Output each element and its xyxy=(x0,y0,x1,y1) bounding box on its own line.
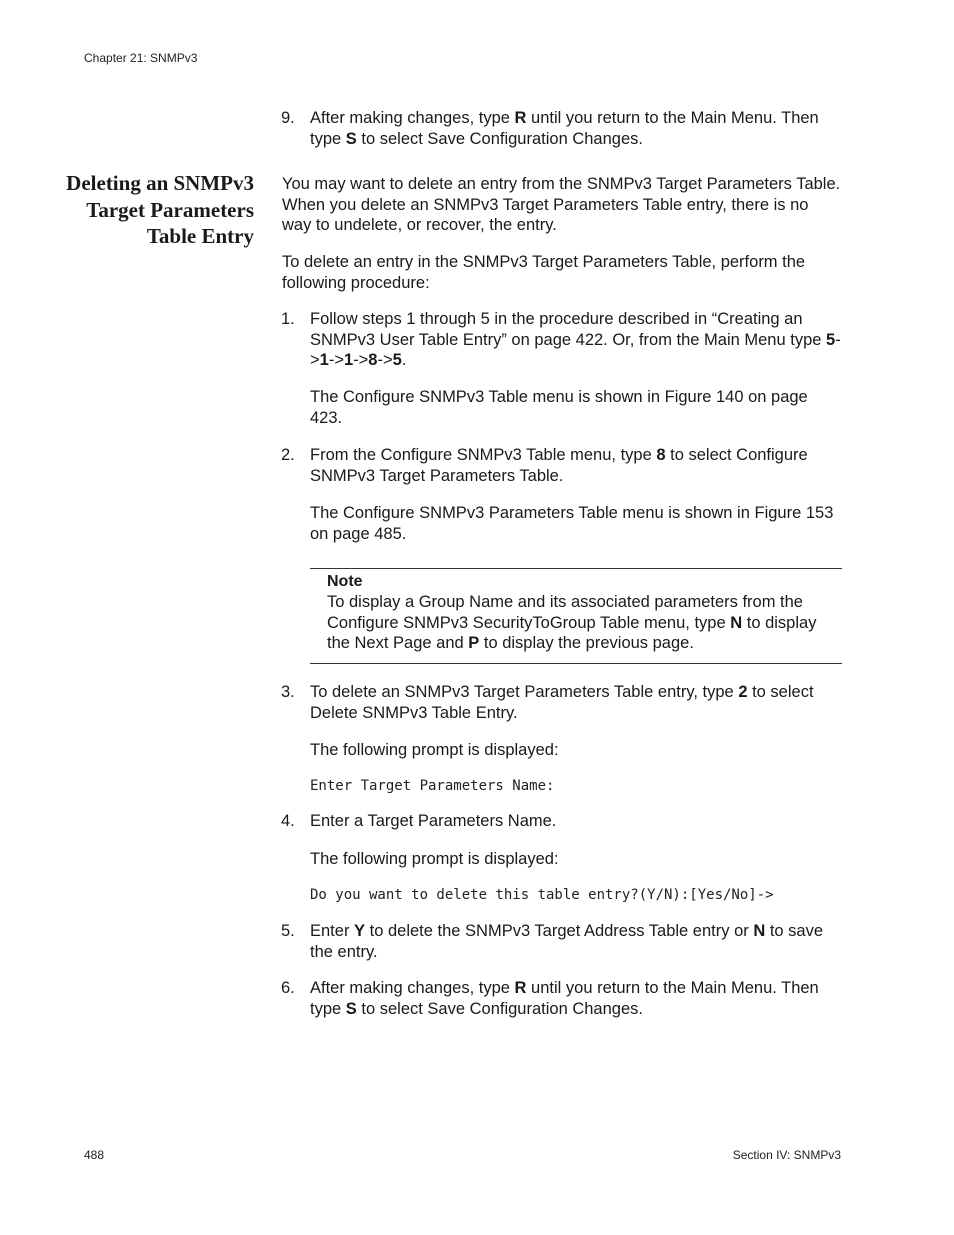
intro-paragraph-2: To delete an entry in the SNMPv3 Target Parameters Table, perform the following procedure: xyxy=(282,253,806,292)
step-4-subtext: The following prompt is displayed: xyxy=(310,850,559,868)
note-text: To display a Group Name and its associated parameters from the Configure SNMPv3 SecurityToGroup Table menu, type N to display the Next Page and P to display the previous page. xyxy=(327,593,817,652)
step-6-text: After making changes, type R until you return to the Main Menu. Then type S to select Save Configuration Changes. xyxy=(310,979,819,1018)
step-4-text: Enter a Target Parameters Name. xyxy=(310,812,557,830)
page-number: 488 xyxy=(84,1148,105,1162)
footer-section: Section IV: SNMPv3 xyxy=(732,1148,841,1162)
prev-step-number: 9. xyxy=(281,109,295,127)
step-4-number: 4. xyxy=(281,812,295,830)
step-5-number: 5. xyxy=(281,922,295,940)
step-5-text: Enter Y to delete the SNMPv3 Target Address Table entry or N to save the entry. xyxy=(310,922,824,961)
step-3-prompt-code: Enter Target Parameters Name: xyxy=(310,778,555,794)
section-heading: Deleting an SNMPv3 Target Parameters Table Entry xyxy=(66,171,254,248)
step-1-subtext: The Configure SNMPv3 Table menu is shown in Figure 140 on page 423. xyxy=(310,388,808,427)
step-1-number: 1. xyxy=(281,310,295,328)
prev-step-text: After making changes, type R until you return to the Main Menu. Then type S to select Save Configuration Changes. xyxy=(310,109,819,148)
note-title: Note xyxy=(327,573,363,590)
key-s: S xyxy=(345,129,357,148)
step-3-number: 3. xyxy=(281,683,295,701)
step-6-number: 6. xyxy=(281,979,295,997)
step-4-prompt-code: Do you want to delete this table entry?(Y/N):[Yes/No]-> xyxy=(310,887,774,903)
intro-paragraph-1: You may want to delete an entry from the SNMPv3 Target Parameters Table. When you delete an SNMPv3 Target Parameters Table entry, there is no way to undelete, or recover, the entry. xyxy=(282,175,841,234)
key-r: R xyxy=(514,109,527,127)
step-1-text: Follow steps 1 through 5 in the procedure described in “Creating an SNMPv3 User Table Entry” on page 422. Or, from the Main Menu type 5->1->1->8->5. xyxy=(310,310,841,369)
step-2-number: 2. xyxy=(281,446,295,464)
running-header: Chapter 21: SNMPv3 xyxy=(84,51,198,65)
step-2-subtext: The Configure SNMPv3 Parameters Table menu is shown in Figure 153 on page 485. xyxy=(310,504,834,543)
step-3-text: To delete an SNMPv3 Target Parameters Table entry, type 2 to select Delete SNMPv3 Table Entry. xyxy=(310,683,814,722)
step-2-text: From the Configure SNMPv3 Table menu, type 8 to select Configure SNMPv3 Target Parameters Table. xyxy=(310,446,808,485)
step-3-subtext: The following prompt is displayed: xyxy=(310,741,559,759)
